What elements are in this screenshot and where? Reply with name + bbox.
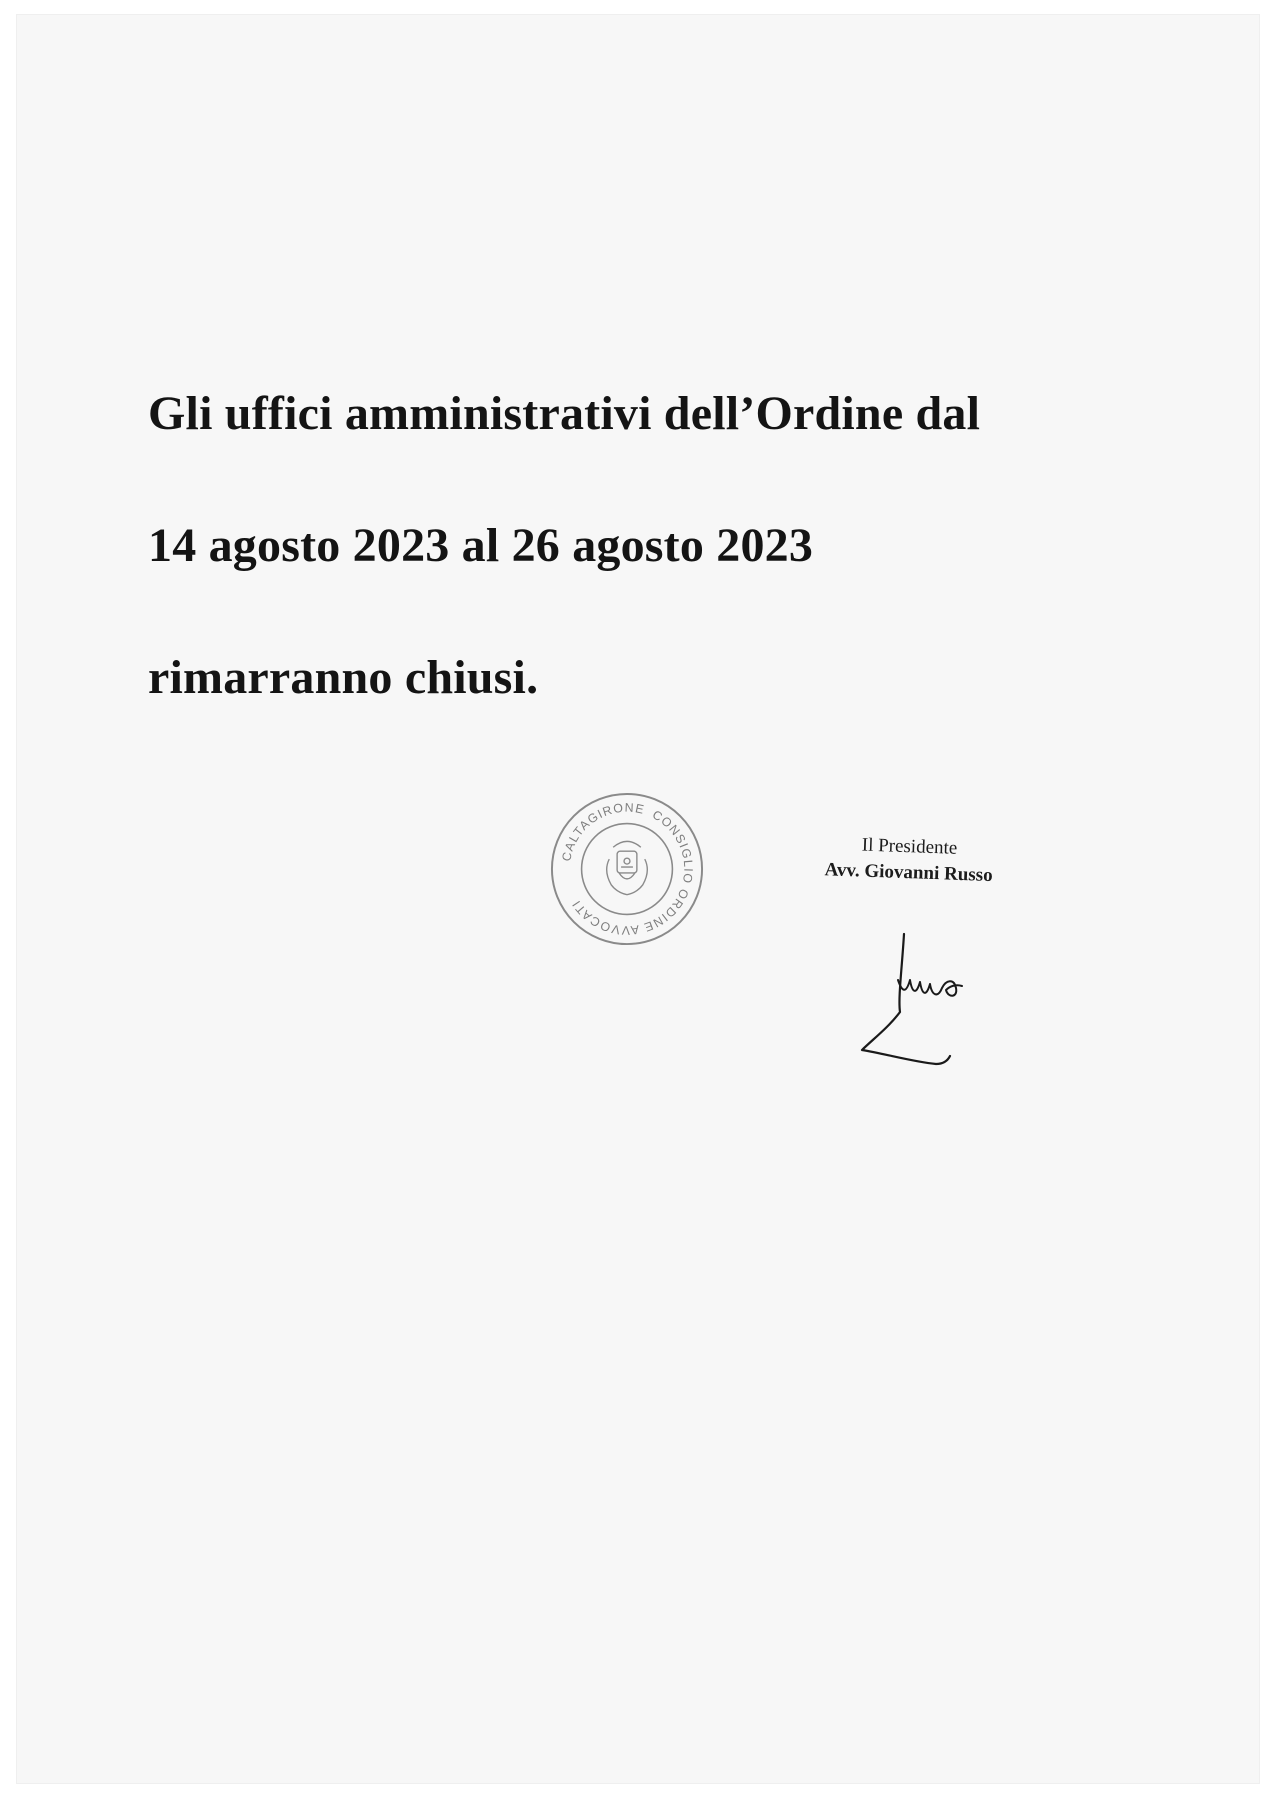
coat-of-arms-icon: [607, 841, 648, 894]
notice-line-2: 14 agosto 2023 al 26 agosto 2023: [148, 519, 814, 572]
signature-block: [788, 832, 1030, 888]
signatory-role: Il Presidente: [861, 834, 958, 859]
handwritten-signature: [852, 928, 1022, 1080]
bar-council-seal: [548, 790, 706, 948]
notice-line-3: rimarranno chiusi.: [148, 651, 539, 704]
seal-ring-text: CONSIGLIO ORDINE AVVOCATI: [568, 807, 696, 938]
signatory-name: Avv. Giovanni Russo: [824, 859, 993, 887]
notice-line-1: Gli uffici amministrativi dell’Ordine dal: [148, 387, 981, 440]
seal-top-text: CALTAGIRONE: [559, 800, 647, 863]
